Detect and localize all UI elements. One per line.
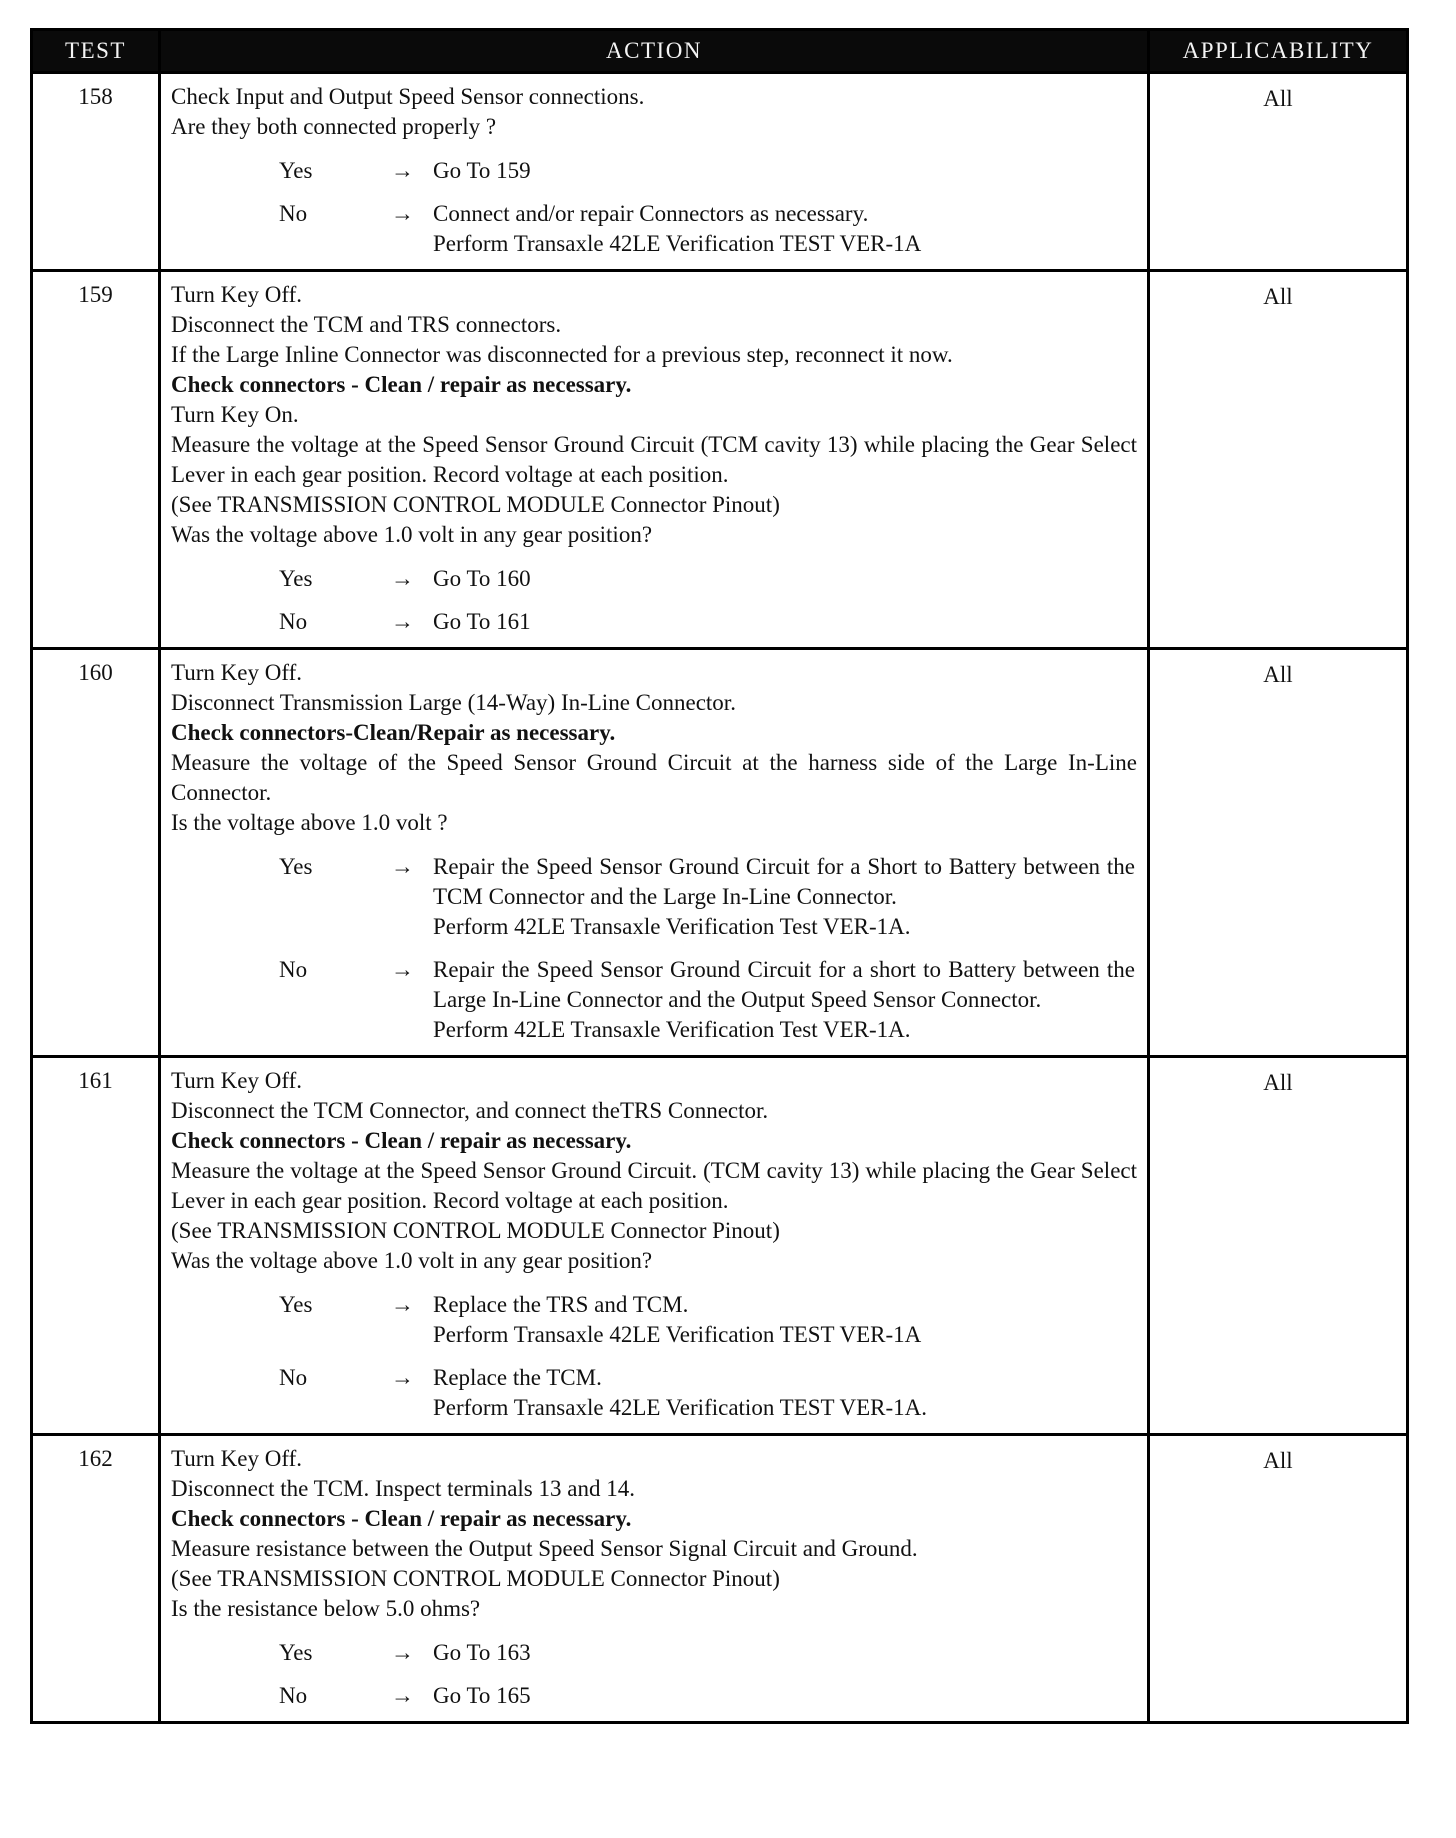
- answer-yes: Yes: [279, 158, 313, 183]
- branch-result: [433, 955, 1137, 1045]
- action-cell: [160, 1057, 1149, 1435]
- action-line: Measure the voltage of the Speed Sensor Ground Circuit at the harness side of the Large In-Line Connector.: [171, 750, 1137, 805]
- action-question: Was the voltage above 1.0 volt in any gear position?: [171, 1248, 653, 1273]
- result-line: Replace the TCM.: [433, 1365, 602, 1390]
- action-line: Turn Key Off.: [171, 660, 302, 685]
- answer-no: No: [279, 201, 308, 226]
- action-line: Check Input and Output Speed Sensor connections.: [171, 84, 645, 109]
- branch-no: [171, 199, 1137, 259]
- table-row-158: [32, 73, 1408, 271]
- right-arrow-icon: →: [391, 609, 414, 634]
- action-line: Disconnect Transmission Large (14-Way) In-Line Connector.: [171, 690, 736, 715]
- action-line: Disconnect the TCM Connector, and connect theTRS Connector.: [171, 1098, 769, 1123]
- branch-yes: [171, 156, 1137, 186]
- action-line: If the Large Inline Connector was disconnected for a previous step, reconnect it now.: [171, 342, 953, 367]
- branch-no: [171, 1681, 1137, 1711]
- header-applicability: APPLICABILITY: [1149, 30, 1408, 73]
- action-line: Measure the voltage at the Speed Sensor Ground Circuit. (TCM cavity 13) while placing the Gear Select Lever in each gear position. Record voltage at each position.: [171, 1158, 1137, 1213]
- branch-result: [433, 564, 1137, 594]
- action-line: Turn Key Off.: [171, 282, 302, 307]
- action-bold-instruction: Check connectors - Clean / repair as necessary.: [171, 372, 632, 397]
- result-line: Perform Transaxle 42LE Verification TEST VER-1A: [433, 1322, 922, 1347]
- table-row-161: [32, 1057, 1408, 1435]
- header-test: TEST: [32, 30, 160, 73]
- action-line: (See TRANSMISSION CONTROL MODULE Connector Pinout): [171, 1218, 780, 1243]
- action-question: Are they both connected properly ?: [171, 114, 497, 139]
- action-line: Measure resistance between the Output Speed Sensor Signal Circuit and Ground.: [171, 1536, 918, 1561]
- branch-result: [433, 1290, 1137, 1350]
- test-number: 159: [32, 271, 160, 649]
- diagnostic-test-table: [30, 28, 1409, 1724]
- action-question: Is the voltage above 1.0 volt ?: [171, 810, 448, 835]
- action-line: (See TRANSMISSION CONTROL MODULE Connector Pinout): [171, 1566, 780, 1591]
- action-line: Disconnect the TCM and TRS connectors.: [171, 312, 562, 337]
- result-line: Go To 161: [433, 609, 531, 634]
- branch-list: [171, 564, 1137, 637]
- answer-yes: Yes: [279, 1640, 313, 1665]
- table-header-row: [32, 30, 1408, 73]
- branch-yes: [171, 564, 1137, 594]
- table-row-160: [32, 649, 1408, 1057]
- header-action: ACTION: [160, 30, 1149, 73]
- result-line: Perform Transaxle 42LE Verification TEST VER-1A.: [433, 1395, 928, 1420]
- test-number: 161: [32, 1057, 160, 1435]
- right-arrow-icon: →: [391, 566, 414, 591]
- answer-yes: Yes: [279, 566, 313, 591]
- action-cell: [160, 271, 1149, 649]
- result-line: Replace the TRS and TCM.: [433, 1292, 689, 1317]
- branch-yes: [171, 1638, 1137, 1668]
- branch-no: [171, 1363, 1137, 1423]
- branch-result: [433, 1638, 1137, 1668]
- branch-yes: [171, 1290, 1137, 1350]
- answer-no: No: [279, 957, 308, 982]
- action-line: Turn Key Off.: [171, 1068, 302, 1093]
- action-line: (See TRANSMISSION CONTROL MODULE Connector Pinout): [171, 492, 780, 517]
- result-line: Perform 42LE Transaxle Verification Test VER-1A.: [433, 1017, 911, 1042]
- branch-yes: [171, 852, 1137, 942]
- applicability-value: All: [1149, 649, 1408, 1057]
- right-arrow-icon: →: [391, 1640, 414, 1665]
- action-cell: [160, 73, 1149, 271]
- action-bold-instruction: Check connectors - Clean / repair as necessary.: [171, 1128, 632, 1153]
- action-line: Turn Key Off.: [171, 1446, 302, 1471]
- action-cell: [160, 1435, 1149, 1723]
- diagnostic-test-table-page: [30, 28, 1406, 1724]
- right-arrow-icon: →: [391, 1365, 414, 1390]
- answer-yes: Yes: [279, 1292, 313, 1317]
- result-line: Repair the Speed Sensor Ground Circuit for a Short to Battery between the TCM Connector and the Large In-Line Connector.: [433, 854, 1135, 909]
- branch-list: [171, 852, 1137, 1045]
- result-line: Go To 159: [433, 158, 531, 183]
- result-line: Connect and/or repair Connectors as necessary.: [433, 201, 869, 226]
- result-line: Go To 163: [433, 1640, 531, 1665]
- test-number: 158: [32, 73, 160, 271]
- branch-list: [171, 156, 1137, 259]
- action-bold-instruction: Check connectors - Clean / repair as necessary.: [171, 1506, 632, 1531]
- result-line: Perform 42LE Transaxle Verification Test VER-1A.: [433, 914, 911, 939]
- action-line: Turn Key On.: [171, 402, 299, 427]
- applicability-value: All: [1149, 271, 1408, 649]
- branch-result: [433, 1363, 1137, 1423]
- applicability-value: All: [1149, 1057, 1408, 1435]
- answer-no: No: [279, 1365, 308, 1390]
- branch-result: [433, 607, 1137, 637]
- action-cell: [160, 649, 1149, 1057]
- action-bold-instruction: Check connectors-Clean/Repair as necessary.: [171, 720, 616, 745]
- test-number: 162: [32, 1435, 160, 1723]
- answer-yes: Yes: [279, 854, 313, 879]
- branch-result: [433, 1681, 1137, 1711]
- branch-result: [433, 199, 1137, 259]
- right-arrow-icon: →: [391, 1683, 414, 1708]
- applicability-value: All: [1149, 1435, 1408, 1723]
- branch-no: [171, 955, 1137, 1045]
- branch-list: [171, 1290, 1137, 1423]
- branch-result: [433, 852, 1137, 942]
- right-arrow-icon: →: [391, 158, 414, 183]
- action-line: Measure the voltage at the Speed Sensor Ground Circuit (TCM cavity 13) while placing the Gear Select Lever in each gear position. Record voltage at each position.: [171, 432, 1137, 487]
- action-question: Was the voltage above 1.0 volt in any gear position?: [171, 522, 653, 547]
- result-line: Repair the Speed Sensor Ground Circuit for a short to Battery between the Large In-Line Connector and the Output Speed Sensor Connector.: [433, 957, 1135, 1012]
- result-line: Go To 165: [433, 1683, 531, 1708]
- action-question: Is the resistance below 5.0 ohms?: [171, 1596, 481, 1621]
- test-number: 160: [32, 649, 160, 1057]
- answer-no: No: [279, 609, 308, 634]
- right-arrow-icon: →: [391, 854, 414, 879]
- result-line: Perform Transaxle 42LE Verification TEST VER-1A: [433, 231, 922, 256]
- result-line: Go To 160: [433, 566, 531, 591]
- applicability-value: All: [1149, 73, 1408, 271]
- right-arrow-icon: →: [391, 957, 414, 982]
- table-row-162: [32, 1435, 1408, 1723]
- action-line: Disconnect the TCM. Inspect terminals 13 and 14.: [171, 1476, 635, 1501]
- right-arrow-icon: →: [391, 201, 414, 226]
- answer-no: No: [279, 1683, 308, 1708]
- branch-list: [171, 1638, 1137, 1711]
- table-row-159: [32, 271, 1408, 649]
- right-arrow-icon: →: [391, 1292, 414, 1317]
- branch-no: [171, 607, 1137, 637]
- branch-result: [433, 156, 1137, 186]
